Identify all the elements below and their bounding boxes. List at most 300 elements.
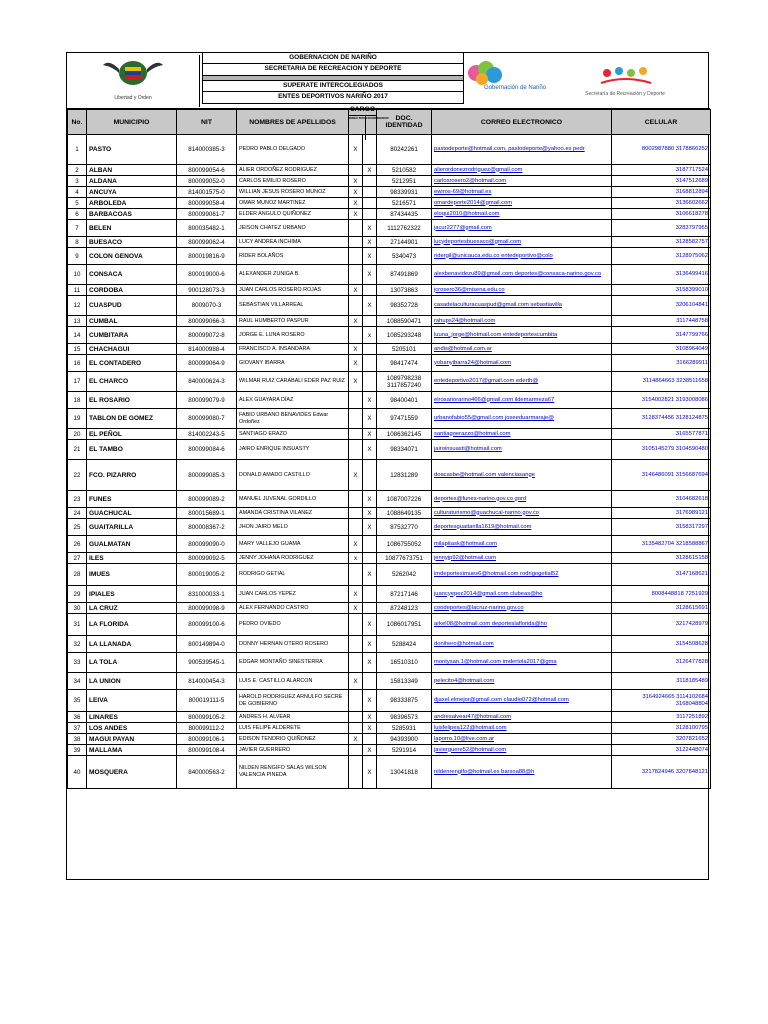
- nit-cell: 814000454-3: [177, 673, 237, 690]
- table-row: [68, 409, 711, 429]
- celular-cell: 3165577871: [612, 429, 711, 440]
- celular-cell: 3128100795: [612, 723, 711, 734]
- nombre-cell: ALEX FERNANDO CASTRO: [237, 603, 349, 614]
- table-row: [68, 296, 711, 316]
- nombre-cell: PEDRO PABLO DELGADO: [237, 135, 349, 165]
- cargo-director-cell: X: [349, 344, 363, 355]
- nit-cell: 800099105-2: [177, 712, 237, 723]
- cargo-director-cell: [349, 327, 363, 344]
- celular-cell: 3128975062: [612, 248, 711, 265]
- nombre-cell: FRANCISCO A. INSANDARA: [237, 344, 349, 355]
- nombre-cell: LUIS FELIPE ALDERETE: [237, 723, 349, 734]
- documento-cell: 5288424: [377, 636, 432, 653]
- correo-cell[interactable]: montysan.1@hotmail.com imdertola2017@gma: [432, 653, 612, 673]
- table-row: [68, 586, 711, 603]
- documento-cell: 1086362145: [377, 429, 432, 440]
- municipio-cell: FUNES: [87, 491, 177, 508]
- nit-cell: 800008367-2: [177, 519, 237, 536]
- correo-cell[interactable]: luuna_jorge@hotmail.com entedeportescumbita: [432, 327, 612, 344]
- municipio-cell: BUESACO: [87, 237, 177, 248]
- correo-cell[interactable]: omardeporte2014@gmail.com: [432, 198, 612, 209]
- correo-cell[interactable]: imdeportesimues6@hotmail.com rodrigogetial52: [432, 564, 612, 586]
- municipio-cell: LA FLORIDA: [87, 614, 177, 636]
- row-number: 34: [68, 673, 87, 690]
- table-row: [68, 316, 711, 327]
- celular-cell: 3147168621: [612, 564, 711, 586]
- table-row: [68, 265, 711, 285]
- correo-cell[interactable]: doacasbe@hotmail.com valenciasange: [432, 460, 612, 491]
- correo-cell[interactable]: luisfelipea122@hotmail.com: [432, 723, 612, 734]
- table-row: [68, 553, 711, 564]
- table-row: [68, 653, 711, 673]
- municipio-cell: CUMBAL: [87, 316, 177, 327]
- cargo-coordinador-cell: [363, 176, 377, 187]
- correo-cell[interactable]: alexbenavidezu89@gmail.com deportes@consaca-narino.gov.co: [432, 265, 612, 285]
- col-municipio: MUNICIPIO: [87, 110, 177, 135]
- row-number: 21: [68, 440, 87, 460]
- table-row: [68, 187, 711, 198]
- nit-cell: 8009070-3: [177, 296, 237, 316]
- cargo-coordinador-cell: [363, 187, 377, 198]
- correo-cell[interactable]: javierguere52@hotmail.com: [432, 745, 612, 756]
- nombre-cell: AMANDA CRISTINA VILANEZ: [237, 508, 349, 519]
- cargo-director-cell: [349, 614, 363, 636]
- cargo-coordinador-cell: [363, 460, 377, 491]
- table-row: [68, 723, 711, 734]
- nombre-cell: JHON JAIRO MELO: [237, 519, 349, 536]
- row-number: 12: [68, 296, 87, 316]
- col-celular: CELULAR: [612, 110, 711, 135]
- nit-cell: 800099062-4: [177, 237, 237, 248]
- correo-cell[interactable]: deportesguaitarilla1619@hotmail.com: [432, 519, 612, 536]
- row-number: 27: [68, 553, 87, 564]
- cargo-coordinador-cell: [363, 355, 377, 372]
- nit-cell: 800099079-9: [177, 392, 237, 409]
- documento-cell: 98333875: [377, 690, 432, 712]
- spreadsheet: [66, 52, 709, 880]
- celular-cell: 3128615158: [612, 553, 711, 564]
- correo-cell[interactable]: jacur2277@gmail.com: [432, 220, 612, 237]
- municipio-cell: LINARES: [87, 712, 177, 723]
- cargo-coordinador-cell: X: [363, 756, 377, 789]
- cargo-coordinador-cell: X: [363, 220, 377, 237]
- nombre-cell: ELDER ANGULO QUIÑONEZ: [237, 209, 349, 220]
- documento-cell: 1086755052: [377, 536, 432, 553]
- cargo-coordinador-cell: X: [363, 248, 377, 265]
- nombre-cell: GIOVANY IBARRA: [237, 355, 349, 372]
- svg-text:Libertad y Orden: Libertad y Orden: [114, 95, 152, 101]
- celular-cell: 3126477828: [612, 653, 711, 673]
- col-doc: DOC. IDENTIDAD: [377, 110, 432, 135]
- correo-cell[interactable]: alierordonezrodriguez@gmail.com: [432, 165, 612, 176]
- municipio-cell: TABLON DE GOMEZ: [87, 409, 177, 429]
- nit-cell: 800099052-0: [177, 176, 237, 187]
- nit-cell: 800015689-1: [177, 508, 237, 519]
- row-number: 1: [68, 135, 87, 165]
- nombre-cell: DONALD AMADO CASTILLO: [237, 460, 349, 491]
- documento-cell: 1086017951: [377, 614, 432, 636]
- table-row: [68, 165, 711, 176]
- documento-cell: 1085293248: [377, 327, 432, 344]
- nit-cell: 800099112-2: [177, 723, 237, 734]
- nombre-cell: DONNY HERNAN OTERO ROSERO: [237, 636, 349, 653]
- municipio-cell: ARBOLEDA: [87, 198, 177, 209]
- nit-cell: 840000624-3: [177, 372, 237, 392]
- municipio-cell: FCO. PIZARRO: [87, 460, 177, 491]
- documento-cell: 87217146: [377, 586, 432, 603]
- cargo-director-cell: X: [349, 187, 363, 198]
- cargo-coordinador-cell: X: [363, 614, 377, 636]
- municipio-cell: LA UNION: [87, 673, 177, 690]
- header-line-1: GOBERNACION DE NARIÑO: [202, 53, 464, 64]
- documento-cell: 16510310: [377, 653, 432, 673]
- cargo-director-cell: X: [349, 135, 363, 165]
- row-number: 24: [68, 508, 87, 519]
- nit-cell: 800099058-4: [177, 198, 237, 209]
- correo-cell[interactable]: arkel08@hotmail.com deporteslaflorida@ho: [432, 614, 612, 636]
- nombre-cell: WILMAR RUIZ CARABALI EDER PAZ RUIZ: [237, 372, 349, 392]
- correo-cell[interactable]: rahups24@hotmail.com: [432, 316, 612, 327]
- table-row: [68, 392, 711, 409]
- cargo-director-cell: [349, 653, 363, 673]
- nit-cell: 800019005-2: [177, 564, 237, 586]
- celular-cell: 3118185489: [612, 673, 711, 690]
- documento-cell: 1088649135: [377, 508, 432, 519]
- cargo-coordinador-cell: [363, 586, 377, 603]
- cargo-coordinador-cell: X: [363, 429, 377, 440]
- correo-cell[interactable]: elrosariorarino466@gmail.com ildemarmeza67: [432, 392, 612, 409]
- header-line-4: ENTES DEPORTIVOS NARIÑO 2017: [202, 92, 464, 103]
- municipio-cell: LEIVA: [87, 690, 177, 712]
- cargo-director-cell: X: [349, 536, 363, 553]
- cargo-coordinador-cell: X: [363, 564, 377, 586]
- documento-cell: 27144901: [377, 237, 432, 248]
- celular-cell: 3166289911: [612, 355, 711, 372]
- table-row: [68, 198, 711, 209]
- cargo-director-cell: [349, 265, 363, 285]
- gobernacion-logo-text: Gobernación de Nariño: [484, 85, 547, 91]
- documento-cell: 98417474: [377, 355, 432, 372]
- documento-cell: 5262042: [377, 564, 432, 586]
- celular-cell: 3217428979: [612, 614, 711, 636]
- table-row: [68, 285, 711, 296]
- table-row: [68, 209, 711, 220]
- documento-cell: 98339931: [377, 187, 432, 198]
- correo-cell[interactable]: eloqui2010@hotmail.com: [432, 209, 612, 220]
- celular-cell: 3158317297: [612, 519, 711, 536]
- table-row: [68, 673, 711, 690]
- documento-cell: 1112762322: [377, 220, 432, 237]
- cargo-director-cell: X: [349, 372, 363, 392]
- correo-cell[interactable]: urbanofabio55@gmail.com joseeduarmaraje@: [432, 409, 612, 429]
- nit-cell: 900539545-1: [177, 653, 237, 673]
- municipio-cell: CUASPUD: [87, 296, 177, 316]
- row-number: 20: [68, 429, 87, 440]
- table-row: [68, 176, 711, 187]
- municipio-cell: GUACHUCAL: [87, 508, 177, 519]
- nit-cell: 800099080-7: [177, 409, 237, 429]
- nombre-cell: CARLOS EMILIO ROSERO: [237, 176, 349, 187]
- cargo-director-cell: X: [349, 673, 363, 690]
- row-number: 31: [68, 614, 87, 636]
- cargo-director-cell: X: [349, 355, 363, 372]
- cargo-coordinador-cell: X: [363, 265, 377, 285]
- table-row: [68, 508, 711, 519]
- correo-cell[interactable]: yobanyibarra24@hotmail.com: [432, 355, 612, 372]
- documento-cell: 80242261: [377, 135, 432, 165]
- nit-cell: 800099085-3: [177, 460, 237, 491]
- row-number: 28: [68, 564, 87, 586]
- cargo-director-cell: [349, 712, 363, 723]
- row-number: 29: [68, 586, 87, 603]
- municipio-cell: GUALMATAN: [87, 536, 177, 553]
- cargo-director-cell: X: [349, 734, 363, 745]
- nombre-cell: JORGE E. LUNA ROSERO: [237, 327, 349, 344]
- nombre-cell: RAUL HUMBERTO PASPUR: [237, 316, 349, 327]
- municipio-cell: ALDANA: [87, 176, 177, 187]
- cargo-coordinador-cell: X: [363, 508, 377, 519]
- nombre-cell: ANDRES H. ALVEAR: [237, 712, 349, 723]
- table-row: [68, 440, 711, 460]
- celular-cell: 3128374456 3128124875: [612, 409, 711, 429]
- documento-cell: 1088590471: [377, 316, 432, 327]
- correo-cell[interactable]: juancyepez2014@gmail.com clubeas@ho: [432, 586, 612, 603]
- nit-cell: 800019816-9: [177, 248, 237, 265]
- municipio-cell: BELEN: [87, 220, 177, 237]
- cargo-director-cell: [349, 429, 363, 440]
- nombre-cell: WILLIAN JESUS ROSERO MUNOZ: [237, 187, 349, 198]
- documento-cell: 5212951: [377, 176, 432, 187]
- entes-table: [67, 106, 711, 789]
- nit-cell: 800099066-3: [177, 316, 237, 327]
- documento-cell: 98400401: [377, 392, 432, 409]
- row-number: 3: [68, 176, 87, 187]
- municipio-cell: CORDOBA: [87, 285, 177, 296]
- nombre-cell: ALIER ORDOÑEZ RODRIGUEZ: [237, 165, 349, 176]
- cargo-coordinador-cell: [363, 734, 377, 745]
- table-row: [68, 690, 711, 712]
- documento-cell: 87491869: [377, 265, 432, 285]
- correo-cell[interactable]: carlosrosero2@hotmail.com: [432, 176, 612, 187]
- nit-cell: 800099090-0: [177, 536, 237, 553]
- nit-cell: 800099084-6: [177, 440, 237, 460]
- row-number: 33: [68, 653, 87, 673]
- row-number: 5: [68, 198, 87, 209]
- row-number: 36: [68, 712, 87, 723]
- partner-logos: [464, 53, 710, 109]
- celular-cell: 3122448074: [612, 745, 711, 756]
- nombre-cell: RIDER BOLAÑOS: [237, 248, 349, 265]
- correo-cell[interactable]: nildenrengifo@hotmail.es barsoa88@h: [432, 756, 612, 789]
- cargo-director-cell: X: [349, 176, 363, 187]
- celular-cell: 3207821652: [612, 734, 711, 745]
- correo-cell[interactable]: jairoinsuasti@hotmail.com: [432, 440, 612, 460]
- table-row: [68, 603, 711, 614]
- table-row: [68, 372, 711, 392]
- cargo-director-cell: [349, 519, 363, 536]
- nombre-cell: SEBASTIAN VILLARREAL: [237, 296, 349, 316]
- nit-cell: 800099072-8: [177, 327, 237, 344]
- secretaria-logo-text: Secretaría de Recreación y Deporte: [585, 91, 665, 97]
- municipio-cell: LOS ANDES: [87, 723, 177, 734]
- cargo-director-cell: X: [349, 460, 363, 491]
- celular-cell: 3106618278: [612, 209, 711, 220]
- cargo-coordinador-cell: X: [363, 296, 377, 316]
- row-number: 15: [68, 344, 87, 355]
- celular-cell: 3136499416: [612, 265, 711, 285]
- municipio-cell: EL CONTADERO: [87, 355, 177, 372]
- nit-cell: 800099064-9: [177, 355, 237, 372]
- table-header-row: [68, 110, 711, 135]
- col-correo: CORREO ELECTRONICO: [432, 110, 612, 135]
- table-row: [68, 734, 711, 745]
- cargo-director-cell: [349, 296, 363, 316]
- correo-cell[interactable]: santiagoerazzo@hotmail.com: [432, 429, 612, 440]
- row-number: 8: [68, 237, 87, 248]
- row-number: 23: [68, 491, 87, 508]
- cargo-director-cell: [349, 409, 363, 429]
- correo-cell[interactable]: djaxel.elmejor@gmail.com claudio072@hotmail.com: [432, 690, 612, 712]
- documento-cell: 5285931: [377, 723, 432, 734]
- cargo-director-cell: X: [349, 198, 363, 209]
- correo-cell[interactable]: deportes@funes-narino.gov.co gord: [432, 491, 612, 508]
- nombre-cell: HAROLD RODRIGUEZ ARNULFO SECRE DE GOBIERNO: [237, 690, 349, 712]
- documento-cell: 5291914: [377, 745, 432, 756]
- celular-cell: 8002987880 3178866252: [612, 135, 711, 165]
- cargo-coordinador-cell: X: [363, 392, 377, 409]
- correo-cell[interactable]: lucydeportesbuesaco@gmail.com: [432, 237, 612, 248]
- table-row: [68, 536, 711, 553]
- nombre-cell: PEDRO OVIEDO: [237, 614, 349, 636]
- row-number: 7: [68, 220, 87, 237]
- celular-cell: 3154508628: [612, 636, 711, 653]
- nombre-cell: LUIS E. CASTILLO ALARCON: [237, 673, 349, 690]
- correo-cell[interactable]: andresalvear47@hotmail.com: [432, 712, 612, 723]
- row-number: 32: [68, 636, 87, 653]
- correo-cell[interactable]: pelecito4@hotmail.com: [432, 673, 612, 690]
- municipio-cell: ILES: [87, 553, 177, 564]
- row-number: 13: [68, 316, 87, 327]
- municipio-cell: EL PEÑOL: [87, 429, 177, 440]
- cargo-coordinador-cell: X: [363, 653, 377, 673]
- nit-cell: 800099100-6: [177, 614, 237, 636]
- correo-cell[interactable]: donihero@hotmail.com: [432, 636, 612, 653]
- municipio-cell: CHACHAGUI: [87, 344, 177, 355]
- documento-cell: 1087007226: [377, 491, 432, 508]
- cargo-director-cell: [349, 392, 363, 409]
- municipio-cell: GUAITARILLA: [87, 519, 177, 536]
- celular-cell: 3147512689: [612, 176, 711, 187]
- nombre-cell: JEISON CHATEZ URBANO: [237, 220, 349, 237]
- nit-cell: 800019000-6: [177, 265, 237, 285]
- correo-cell[interactable]: entedeportivo2017@gmail.com ederth@: [432, 372, 612, 392]
- municipio-cell: MOSQUERA: [87, 756, 177, 789]
- correo-cell[interactable]: pastodeporte@hotmail.com, pastodeporte@yahoo.es pedr: [432, 135, 612, 165]
- table-row: [68, 745, 711, 756]
- nombre-cell: JUAN CARLOS ROSERO ROJAS: [237, 285, 349, 296]
- row-number: 22: [68, 460, 87, 491]
- row-number: 25: [68, 519, 87, 536]
- documento-cell: 87532770: [377, 519, 432, 536]
- cargo-coordinador-cell: [363, 285, 377, 296]
- cargo-coordinador-cell: X: [363, 440, 377, 460]
- documento-cell: 13073863: [377, 285, 432, 296]
- table-row: [68, 614, 711, 636]
- correo-cell[interactable]: laporro.10@live.com.ar: [432, 734, 612, 745]
- celular-cell: 3136602662: [612, 198, 711, 209]
- correo-cell[interactable]: milapitask@hotmail.com: [432, 536, 612, 553]
- municipio-cell: ANCUYA: [87, 187, 177, 198]
- cargo-coordinador-cell: X: [363, 409, 377, 429]
- correo-cell[interactable]: culturaturismo@guachucal-narino.gov.co: [432, 508, 612, 519]
- correo-cell[interactable]: coodeportes@lacruz-narino.gov.co: [432, 603, 612, 614]
- cargo-director-cell: [349, 723, 363, 734]
- celular-cell: 3146486091 3156687694: [612, 460, 711, 491]
- municipio-cell: PASTO: [87, 135, 177, 165]
- row-number: 16: [68, 355, 87, 372]
- cargo-director-cell: [349, 165, 363, 176]
- nit-cell: 814001575-0: [177, 187, 237, 198]
- row-number: 14: [68, 327, 87, 344]
- documento-cell: 15813349: [377, 673, 432, 690]
- documento-cell: 97471559: [377, 409, 432, 429]
- cargo-director-cell: [349, 690, 363, 712]
- celular-cell: 3206104841: [612, 296, 711, 316]
- correo-cell[interactable]: ewiros-69@hotmail.es: [432, 187, 612, 198]
- nit-cell: 800099054-6: [177, 165, 237, 176]
- celular-cell: 3104682618: [612, 491, 711, 508]
- cargo-director-cell: [349, 491, 363, 508]
- municipio-cell: LA TOLA: [87, 653, 177, 673]
- municipio-cell: CUMBITARA: [87, 327, 177, 344]
- celular-cell: 3135482704 3218588867: [612, 536, 711, 553]
- cargo-coordinador-cell: [363, 316, 377, 327]
- cargo-coordinador-cell: X: [363, 491, 377, 508]
- celular-cell: 3154002821 3193008086: [612, 392, 711, 409]
- nit-cell: 814000385-3: [177, 135, 237, 165]
- documento-cell: 87248123: [377, 603, 432, 614]
- colombia-coat-of-arms-logo: [69, 55, 200, 107]
- documento-cell: 98334071: [377, 440, 432, 460]
- row-number: 10: [68, 265, 87, 285]
- nombre-cell: RODRIGO GETIAL: [237, 564, 349, 586]
- correo-cell[interactable]: jcrosero36@misena.edu.co: [432, 285, 612, 296]
- row-number: 18: [68, 392, 87, 409]
- cargo-coordinador-cell: [363, 673, 377, 690]
- correo-cell[interactable]: casadelaculturacuaspud@gmail.com sebastiavilla: [432, 296, 612, 316]
- nit-cell: 800099061-7: [177, 209, 237, 220]
- celular-cell: 3114864663 3238511658: [612, 372, 711, 392]
- row-number: 4: [68, 187, 87, 198]
- correo-cell[interactable]: ridergil@unicauca.edu.co entedeportivo@colo: [432, 248, 612, 265]
- table-row: [68, 636, 711, 653]
- correo-cell[interactable]: andis@hotmail.com.ar: [432, 344, 612, 355]
- municipio-cell: CONSACA: [87, 265, 177, 285]
- col-no: No.: [68, 110, 87, 135]
- cargo-director-cell: [349, 745, 363, 756]
- celular-cell: 3158399010: [612, 285, 711, 296]
- cargo-director-cell: [349, 248, 363, 265]
- documento-cell: 98396573: [377, 712, 432, 723]
- row-number: 40: [68, 756, 87, 789]
- celular-cell: 3128582757: [612, 237, 711, 248]
- cargo-director-cell: [349, 636, 363, 653]
- table-row: [68, 248, 711, 265]
- correo-cell[interactable]: jennyjp92@hotmail.com: [432, 553, 612, 564]
- row-number: 26: [68, 536, 87, 553]
- celular-cell: 3117251892: [612, 712, 711, 723]
- municipio-cell: EL ROSARIO: [87, 392, 177, 409]
